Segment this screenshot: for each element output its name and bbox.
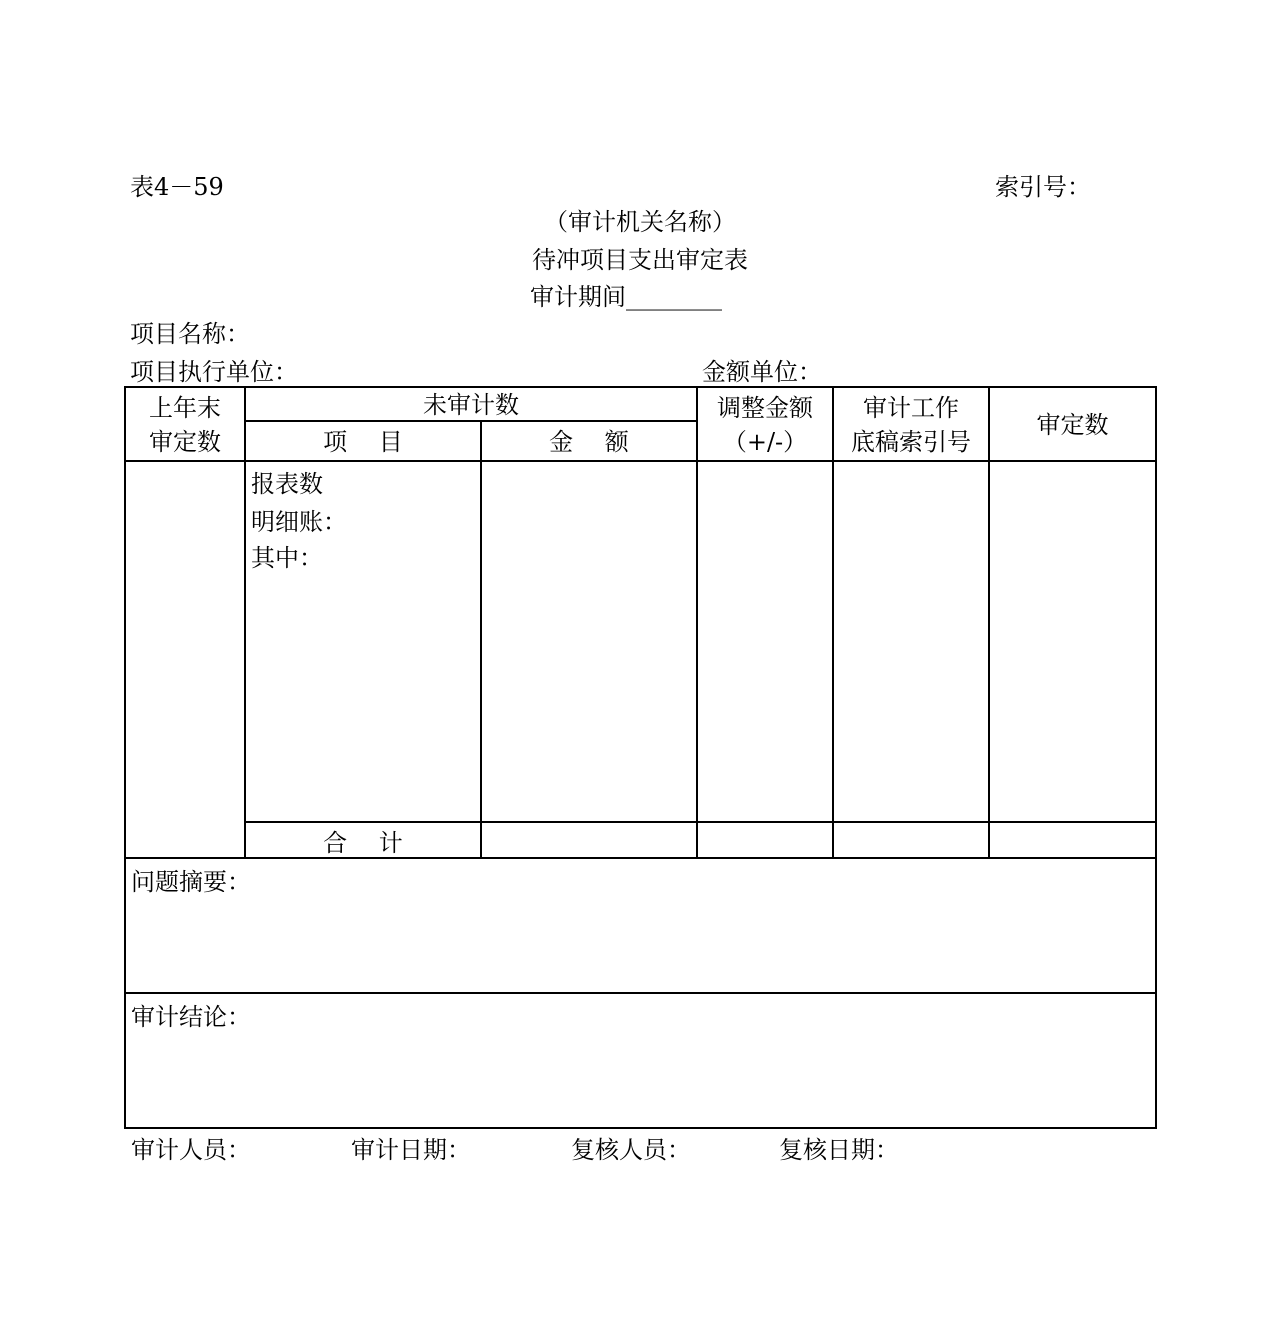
index-label: 索引号： (995, 173, 1091, 201)
auditor-label: 审计人员： (131, 1136, 251, 1164)
col-item: 项 目 (323, 428, 403, 456)
audit-date-label: 审计日期： (351, 1136, 471, 1164)
issues-label: 问题摘要： (131, 868, 251, 896)
conclusion-label: 审计结论： (131, 1003, 251, 1031)
col-unaudited: 未审计数 (423, 391, 519, 419)
page-title: 待冲项目支出审定表 (532, 246, 748, 274)
rule-unaudited-sub (244, 420, 697, 422)
vrule-4 (832, 386, 834, 859)
vrule-3 (696, 386, 698, 859)
amount-unit-label: 金额单位： (702, 358, 822, 386)
vrule-2 (480, 420, 482, 859)
rule-total-top (244, 821, 1157, 823)
col-prev-year-line1: 上年末 (149, 394, 221, 422)
col-ref-line2: 底稿索引号 (851, 428, 971, 456)
audit-authority: （审计机关名称） (544, 208, 736, 236)
audit-period: 审计期间________ (530, 283, 722, 311)
table-border-bottom (124, 1127, 1157, 1129)
col-ref-line1: 审计工作 (863, 394, 959, 422)
reviewer-label: 复核人员： (571, 1136, 691, 1164)
table-border-left (124, 386, 126, 1129)
col-amount: 金 额 (549, 428, 629, 456)
row-of-which: 其中： (251, 544, 323, 572)
table-border-top (124, 386, 1157, 388)
col-adjust-line1: 调整金额 (717, 394, 813, 422)
col-prev-year-line2: 审定数 (149, 428, 221, 456)
rule-issues-bottom (124, 992, 1157, 994)
rule-header-bottom (124, 460, 1157, 462)
vrule-5 (988, 386, 990, 859)
table-border-right (1155, 386, 1157, 1129)
project-name-label: 项目名称： (130, 320, 250, 348)
row-ledger: 明细账： (251, 508, 347, 536)
col-approved: 审定数 (1036, 411, 1109, 439)
review-date-label: 复核日期： (779, 1136, 899, 1164)
rule-grid-bottom (124, 857, 1157, 859)
col-adjust-line2: （+/-） (722, 428, 808, 456)
row-reported: 报表数 (251, 470, 323, 498)
total-label: 合 计 (323, 829, 403, 857)
executing-unit-label: 项目执行单位： (130, 358, 298, 386)
form-number: 表4－59 (130, 173, 224, 201)
vrule-1 (244, 386, 246, 859)
